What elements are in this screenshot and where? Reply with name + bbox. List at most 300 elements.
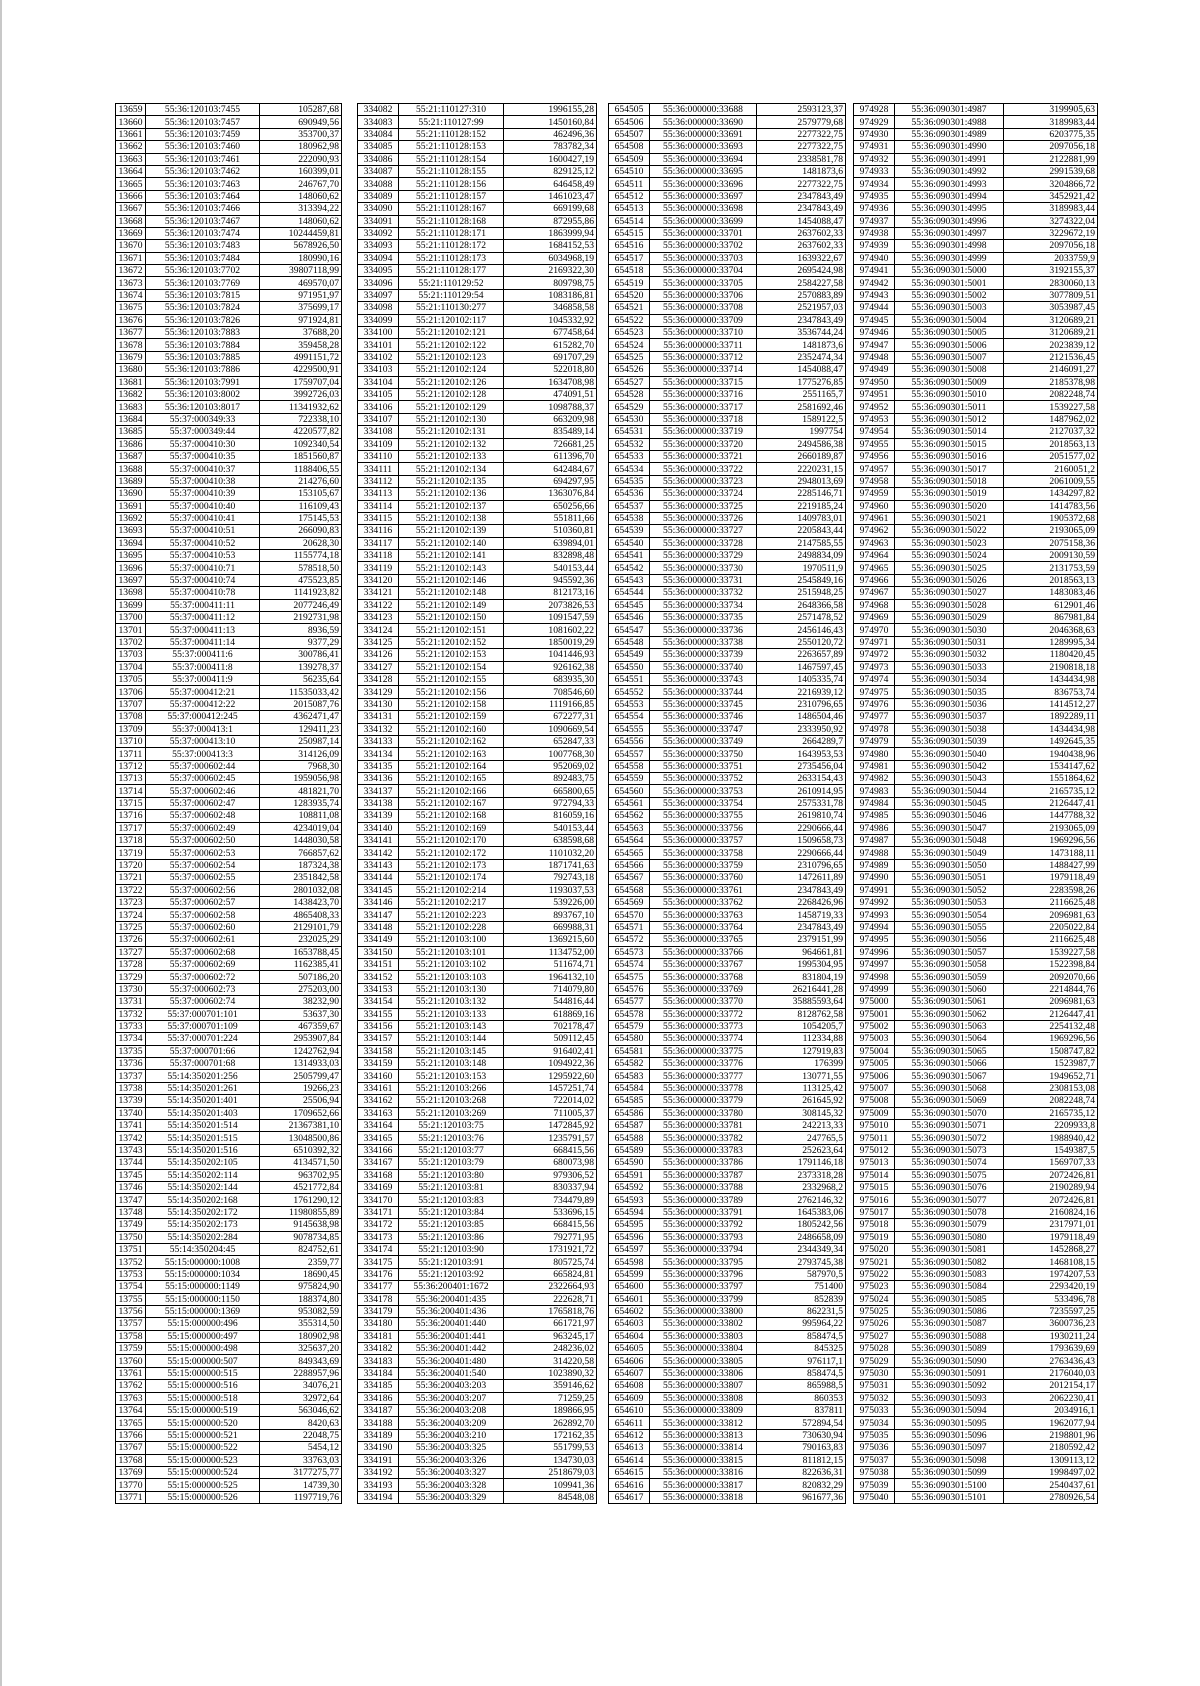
row-number: 13704 — [116, 661, 146, 673]
row-number: 654580 — [609, 1033, 650, 1045]
cadastral-number: 55:21:110128:172 — [399, 240, 504, 252]
row-number: 974971 — [854, 636, 895, 648]
cadastral-number: 55:21:120102:217 — [399, 897, 504, 909]
cadastral-number: 55:36:090301:5048 — [895, 835, 1004, 847]
table-row — [116, 413, 342, 425]
cadastral-number: 55:36:090301:5017 — [895, 463, 1004, 475]
table-row — [358, 500, 597, 512]
cadastral-number: 55:36:000000:33772 — [650, 1008, 757, 1020]
row-number: 13771 — [116, 1491, 146, 1503]
row-number: 334193 — [358, 1479, 399, 1491]
row-number: 334175 — [358, 1256, 399, 1268]
table-row — [358, 1466, 597, 1478]
table-row — [358, 983, 597, 995]
cadastral-value: 2664289,7 — [757, 735, 846, 747]
table-row — [609, 1330, 846, 1342]
cadastral-number: 55:36:090301:5098 — [895, 1454, 1004, 1466]
cadastral-number: 55:36:090301:5056 — [895, 934, 1004, 946]
cadastral-number: 55:36:000000:33791 — [650, 1206, 757, 1218]
row-number: 974928 — [854, 104, 895, 116]
table-row — [358, 1181, 597, 1193]
table-row — [854, 165, 1098, 177]
cadastral-value: 916402,41 — [504, 1045, 597, 1057]
cadastral-number: 55:21:110128:155 — [399, 165, 504, 177]
row-number: 974981 — [854, 760, 895, 772]
cadastral-value: 953082,59 — [260, 1305, 342, 1317]
cadastral-number: 55:21:110129:52 — [399, 277, 504, 289]
cadastral-number: 55:36:120103:8002 — [146, 388, 260, 400]
cadastral-value: 2185378,98 — [1004, 376, 1098, 388]
cadastral-number: 55:36:090301:5081 — [895, 1243, 1004, 1255]
table-row — [854, 1058, 1098, 1070]
row-number: 654543 — [609, 574, 650, 586]
cadastral-value: 2551165,7 — [757, 388, 846, 400]
table-row — [854, 1268, 1098, 1280]
table-row — [609, 1120, 846, 1132]
cadastral-number: 55:36:120103:7462 — [146, 165, 260, 177]
cadastral-number: 55:37:000411:9 — [146, 673, 260, 685]
cadastral-value: 359458,28 — [260, 339, 342, 351]
table-row — [358, 1231, 597, 1243]
row-number: 334126 — [358, 649, 399, 661]
cadastral-number: 55:36:090301:5090 — [895, 1355, 1004, 1367]
cadastral-number: 55:36:120103:7824 — [146, 302, 260, 314]
cadastral-value: 2584227,58 — [757, 277, 846, 289]
cadastral-value: 792743,18 — [504, 872, 597, 884]
cadastral-value: 1731921,72 — [504, 1243, 597, 1255]
row-number: 334092 — [358, 227, 399, 239]
table-row — [358, 773, 597, 785]
cadastral-value: 2498834,09 — [757, 550, 846, 562]
table-row — [854, 116, 1098, 128]
cadastral-value: 1454088,47 — [757, 364, 846, 376]
row-number: 13731 — [116, 996, 146, 1008]
cadastral-value: 1481873,6 — [757, 165, 846, 177]
cadastral-number: 55:36:000000:33777 — [650, 1070, 757, 1082]
cadastral-value: 2096981,63 — [1004, 909, 1098, 921]
table-row — [358, 624, 597, 636]
row-number: 975015 — [854, 1181, 895, 1193]
row-number: 654529 — [609, 401, 650, 413]
table-row — [116, 1095, 342, 1107]
cadastral-value: 1964132,10 — [504, 971, 597, 983]
table-row — [116, 388, 342, 400]
row-number: 654534 — [609, 463, 650, 475]
cadastral-number: 55:21:110128:167 — [399, 203, 504, 215]
table-row — [854, 909, 1098, 921]
cadastral-value: 300786,41 — [260, 649, 342, 661]
row-number: 334191 — [358, 1454, 399, 1466]
table-row — [609, 252, 846, 264]
table-row — [116, 661, 342, 673]
cadastral-number: 55:21:110128:173 — [399, 252, 504, 264]
table-row — [116, 636, 342, 648]
row-number: 654525 — [609, 351, 650, 363]
table-row — [854, 1169, 1098, 1181]
table-row — [609, 488, 846, 500]
cadastral-value: 1180420,45 — [1004, 649, 1098, 661]
row-number: 975011 — [854, 1132, 895, 1144]
cadastral-value: 578518,50 — [260, 562, 342, 574]
cadastral-value: 975824,90 — [260, 1281, 342, 1293]
cadastral-number: 55:36:090301:5055 — [895, 921, 1004, 933]
cadastral-number: 55:21:120103:266 — [399, 1082, 504, 1094]
table-row — [609, 723, 846, 735]
row-number: 334140 — [358, 822, 399, 834]
table-row — [116, 884, 342, 896]
row-number: 975030 — [854, 1367, 895, 1379]
row-number: 13706 — [116, 686, 146, 698]
table-row — [609, 351, 846, 363]
cadastral-number: 55:21:120103:269 — [399, 1107, 504, 1119]
row-number: 974970 — [854, 624, 895, 636]
row-number: 334143 — [358, 859, 399, 871]
cadastral-number: 55:36:090301:5049 — [895, 847, 1004, 859]
cadastral-number: 55:36:090301:5011 — [895, 401, 1004, 413]
cadastral-value: 2515948,25 — [757, 587, 846, 599]
cadastral-value: 176399 — [757, 1058, 846, 1070]
table-row — [116, 277, 342, 289]
cadastral-value: 242213,33 — [757, 1120, 846, 1132]
cadastral-number: 55:36:090301:5020 — [895, 500, 1004, 512]
table-row — [609, 1442, 846, 1454]
cadastral-value: 33763,03 — [260, 1454, 342, 1466]
cadastral-value: 783782,34 — [504, 141, 597, 153]
cadastral-value: 2023839,12 — [1004, 339, 1098, 351]
table-row — [609, 872, 846, 884]
row-number: 654579 — [609, 1020, 650, 1032]
cadastral-number: 55:36:000000:33743 — [650, 673, 757, 685]
cadastral-number: 55:21:120102:228 — [399, 921, 504, 933]
cadastral-value: 252623,64 — [757, 1144, 846, 1156]
row-number: 974978 — [854, 723, 895, 735]
table-row — [358, 748, 597, 760]
table-row — [854, 810, 1098, 822]
row-number: 974999 — [854, 983, 895, 995]
cadastral-value: 261645,92 — [757, 1095, 846, 1107]
row-number: 334159 — [358, 1058, 399, 1070]
table-row — [609, 810, 846, 822]
row-number: 13673 — [116, 277, 146, 289]
cadastral-number: 55:36:090301:5068 — [895, 1082, 1004, 1094]
table-row — [116, 797, 342, 809]
table-row — [609, 550, 846, 562]
cadastral-value: 2373318,28 — [757, 1169, 846, 1181]
row-number: 654574 — [609, 958, 650, 970]
table-row — [116, 698, 342, 710]
row-number: 13676 — [116, 314, 146, 326]
cadastral-number: 55:36:090301:5035 — [895, 686, 1004, 698]
cadastral-value: 2062230,41 — [1004, 1392, 1098, 1404]
cadastral-value: 3192155,37 — [1004, 265, 1098, 277]
row-number: 654596 — [609, 1231, 650, 1243]
table-row — [116, 1268, 342, 1280]
row-number: 13743 — [116, 1144, 146, 1156]
row-number: 13730 — [116, 983, 146, 995]
cadastral-value: 7235597,25 — [1004, 1305, 1098, 1317]
cadastral-number: 55:37:000602:45 — [146, 773, 260, 785]
table-row — [116, 1058, 342, 1070]
cadastral-value: 1405335,74 — [757, 673, 846, 685]
row-number: 654604 — [609, 1330, 650, 1342]
cadastral-number: 55:36:000000:33724 — [650, 488, 757, 500]
cadastral-value: 1969296,56 — [1004, 1033, 1098, 1045]
row-number: 654589 — [609, 1144, 650, 1156]
row-number: 334133 — [358, 735, 399, 747]
table-row — [116, 1169, 342, 1181]
cadastral-number: 55:36:090301:5037 — [895, 711, 1004, 723]
cadastral-number: 55:36:090301:5043 — [895, 773, 1004, 785]
table-row — [609, 240, 846, 252]
cadastral-number: 55:36:200401:441 — [399, 1330, 504, 1342]
row-number: 334117 — [358, 537, 399, 549]
table-row — [358, 872, 597, 884]
cadastral-number: 55:36:000000:33721 — [650, 450, 757, 462]
row-number: 13703 — [116, 649, 146, 661]
cadastral-number: 55:14:350201:516 — [146, 1144, 260, 1156]
row-number: 974979 — [854, 735, 895, 747]
row-number: 334089 — [358, 190, 399, 202]
cadastral-number: 55:36:000000:33793 — [650, 1231, 757, 1243]
cadastral-value: 1461023,47 — [504, 190, 597, 202]
row-number: 334088 — [358, 178, 399, 190]
row-number: 974983 — [854, 785, 895, 797]
table-row — [116, 735, 342, 747]
row-number: 654572 — [609, 934, 650, 946]
table-row — [609, 1095, 846, 1107]
registry-table-body — [116, 104, 342, 1504]
table-row — [116, 822, 342, 834]
row-number: 13757 — [116, 1318, 146, 1330]
cadastral-value: 665800,65 — [504, 785, 597, 797]
table-row — [116, 785, 342, 797]
row-number: 974954 — [854, 426, 895, 438]
row-number: 975025 — [854, 1305, 895, 1317]
cadastral-number: 55:36:090301:5094 — [895, 1405, 1004, 1417]
cadastral-value: 1094922,36 — [504, 1058, 597, 1070]
row-number: 654562 — [609, 810, 650, 822]
cadastral-number: 55:21:120102:150 — [399, 612, 504, 624]
cadastral-number: 55:21:110128:168 — [399, 215, 504, 227]
row-number: 974995 — [854, 934, 895, 946]
cadastral-number: 55:36:090301:5022 — [895, 525, 1004, 537]
table-row — [854, 1256, 1098, 1268]
table-row — [854, 215, 1098, 227]
cadastral-number: 55:36:090301:5009 — [895, 376, 1004, 388]
cadastral-value: 1434297,82 — [1004, 488, 1098, 500]
row-number: 654583 — [609, 1070, 650, 1082]
table-row — [358, 252, 597, 264]
row-number: 13737 — [116, 1070, 146, 1082]
cadastral-value: 180990,16 — [260, 252, 342, 264]
row-number: 974939 — [854, 240, 895, 252]
cadastral-number: 55:36:000000:33734 — [650, 599, 757, 611]
row-number: 13711 — [116, 748, 146, 760]
table-row — [358, 661, 597, 673]
row-number: 13746 — [116, 1181, 146, 1193]
row-number: 975021 — [854, 1256, 895, 1268]
row-number: 13723 — [116, 897, 146, 909]
cadastral-number: 55:14:350201:515 — [146, 1132, 260, 1144]
row-number: 13700 — [116, 612, 146, 624]
table-row — [358, 450, 597, 462]
cadastral-value: 3189983,44 — [1004, 203, 1098, 215]
cadastral-number: 55:36:090301:5012 — [895, 413, 1004, 425]
table-row — [116, 1454, 342, 1466]
table-row — [609, 1181, 846, 1193]
cadastral-value: 1134752,00 — [504, 946, 597, 958]
row-number: 654520 — [609, 289, 650, 301]
table-row — [358, 165, 597, 177]
cadastral-number: 55:36:090301:5061 — [895, 996, 1004, 1008]
cadastral-value: 2122881,99 — [1004, 153, 1098, 165]
cadastral-value: 711005,37 — [504, 1107, 597, 1119]
cadastral-value: 1905372,68 — [1004, 512, 1098, 524]
table-row — [854, 661, 1098, 673]
cadastral-number: 55:21:110128:154 — [399, 153, 504, 165]
cadastral-number: 55:36:090301:5028 — [895, 599, 1004, 611]
table-row — [116, 624, 342, 636]
cadastral-value: 2263657,89 — [757, 649, 846, 661]
table-row — [854, 178, 1098, 190]
cadastral-value: 2633154,43 — [757, 773, 846, 785]
cadastral-value: 2075158,36 — [1004, 537, 1098, 549]
cadastral-number: 55:21:120102:123 — [399, 351, 504, 363]
cadastral-value: 858474,5 — [757, 1367, 846, 1379]
table-row — [116, 1417, 342, 1429]
cadastral-number: 55:21:120102:136 — [399, 488, 504, 500]
cadastral-number: 55:36:090301:5046 — [895, 810, 1004, 822]
cadastral-value: 2991539,68 — [1004, 165, 1098, 177]
row-number: 334101 — [358, 339, 399, 351]
table-row — [358, 1169, 597, 1181]
cadastral-number: 55:36:000000:33766 — [650, 946, 757, 958]
row-number: 334096 — [358, 277, 399, 289]
cadastral-value: 845325 — [757, 1343, 846, 1355]
cadastral-number: 55:21:120102:149 — [399, 599, 504, 611]
table-row — [358, 1293, 597, 1305]
cadastral-value: 4229500,91 — [260, 364, 342, 376]
cadastral-value: 816059,16 — [504, 810, 597, 822]
cadastral-number: 55:37:000410:30 — [146, 438, 260, 450]
table-row — [609, 921, 846, 933]
cadastral-number: 55:37:000349:33 — [146, 413, 260, 425]
row-number: 13764 — [116, 1405, 146, 1417]
cadastral-number: 55:36:090301:5084 — [895, 1281, 1004, 1293]
table-row — [358, 673, 597, 685]
cadastral-number: 55:21:110127:310 — [399, 104, 504, 116]
row-number: 975036 — [854, 1442, 895, 1454]
table-row — [116, 1144, 342, 1156]
row-number: 974997 — [854, 958, 895, 970]
table-row — [358, 512, 597, 524]
table-row — [609, 265, 846, 277]
table-row — [358, 141, 597, 153]
cadastral-value: 1523987,7 — [1004, 1058, 1098, 1070]
row-number: 334127 — [358, 661, 399, 673]
table-row — [609, 1107, 846, 1119]
row-number: 974932 — [854, 153, 895, 165]
row-number: 13698 — [116, 587, 146, 599]
table-row — [854, 1417, 1098, 1429]
cadastral-value: 3053987,45 — [1004, 302, 1098, 314]
cadastral-value: 836753,74 — [1004, 686, 1098, 698]
cadastral-value: 7968,30 — [260, 760, 342, 772]
cadastral-number: 55:21:120103:102 — [399, 958, 504, 970]
cadastral-number: 55:15:000000:521 — [146, 1429, 260, 1441]
row-number: 13748 — [116, 1206, 146, 1218]
row-number: 974967 — [854, 587, 895, 599]
row-number: 13667 — [116, 203, 146, 215]
cadastral-number: 55:21:120102:169 — [399, 822, 504, 834]
cadastral-number: 55:36:000000:33807 — [650, 1380, 757, 1392]
cadastral-number: 55:36:000000:33780 — [650, 1107, 757, 1119]
cadastral-number: 55:36:000000:33714 — [650, 364, 757, 376]
cadastral-value: 1414512,27 — [1004, 698, 1098, 710]
cadastral-value: 4134571,50 — [260, 1157, 342, 1169]
cadastral-value: 2288957,96 — [260, 1367, 342, 1379]
row-number: 13677 — [116, 327, 146, 339]
cadastral-value: 971924,81 — [260, 314, 342, 326]
row-number: 13761 — [116, 1367, 146, 1379]
table-row — [116, 1392, 342, 1404]
table-row — [358, 1405, 597, 1417]
row-number: 334129 — [358, 686, 399, 698]
table-row — [854, 289, 1098, 301]
row-number: 654577 — [609, 996, 650, 1008]
cadastral-value: 105287,68 — [260, 104, 342, 116]
cadastral-value: 2214844,76 — [1004, 983, 1098, 995]
table-row — [854, 673, 1098, 685]
cadastral-value: 1949652,71 — [1004, 1070, 1098, 1082]
cadastral-value: 2637602,33 — [757, 240, 846, 252]
cadastral-number: 55:14:350201:261 — [146, 1082, 260, 1094]
cadastral-number: 55:21:120102:143 — [399, 562, 504, 574]
cadastral-number: 55:36:000000:33794 — [650, 1243, 757, 1255]
cadastral-value: 18690,45 — [260, 1268, 342, 1280]
cadastral-number: 55:36:000000:33789 — [650, 1194, 757, 1206]
table-row — [116, 314, 342, 326]
cadastral-number: 55:36:000000:33795 — [650, 1256, 757, 1268]
row-number: 975032 — [854, 1392, 895, 1404]
table-row — [116, 1008, 342, 1020]
table-row — [854, 1442, 1098, 1454]
row-number: 334165 — [358, 1132, 399, 1144]
table-row — [854, 327, 1098, 339]
table-row — [358, 946, 597, 958]
cadastral-number: 55:36:000000:33729 — [650, 550, 757, 562]
table-row — [854, 240, 1098, 252]
table-row — [116, 438, 342, 450]
row-number: 334087 — [358, 165, 399, 177]
table-row — [609, 1454, 846, 1466]
cadastral-number: 55:36:120103:7484 — [146, 252, 260, 264]
cadastral-value: 964661,81 — [757, 946, 846, 958]
cadastral-number: 55:36:200401:480 — [399, 1355, 504, 1367]
cadastral-value: 5678926,50 — [260, 240, 342, 252]
cadastral-value: 837811 — [757, 1405, 846, 1417]
table-row — [358, 835, 597, 847]
row-number: 654570 — [609, 909, 650, 921]
cadastral-number: 55:36:090301:5080 — [895, 1231, 1004, 1243]
table-row — [609, 1219, 846, 1231]
cadastral-value: 1509658,73 — [757, 835, 846, 847]
cadastral-number: 55:21:120103:101 — [399, 946, 504, 958]
cadastral-value: 214276,60 — [260, 475, 342, 487]
cadastral-value: 1709652,66 — [260, 1107, 342, 1119]
cadastral-value: 1081602,22 — [504, 624, 597, 636]
cadastral-number: 55:21:120103:90 — [399, 1243, 504, 1255]
